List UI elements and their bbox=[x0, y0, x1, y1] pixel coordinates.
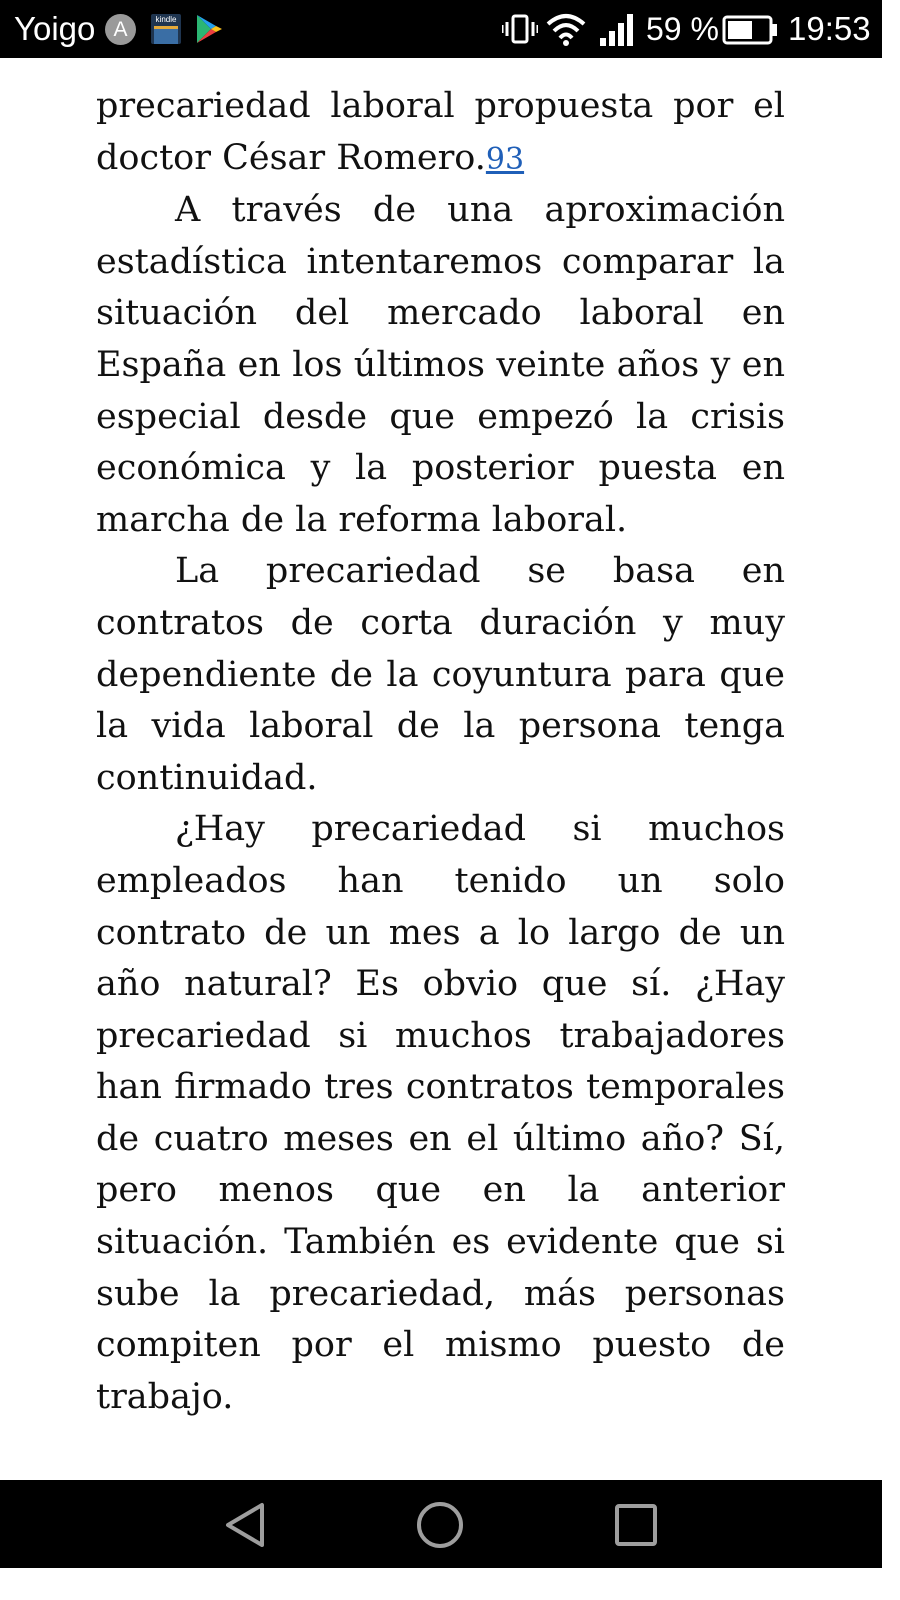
paragraph-1 bbox=[96, 81, 785, 185]
carrier-name: Yoigo bbox=[14, 10, 96, 47]
kindle-app-icon bbox=[151, 14, 181, 44]
signal-icon bbox=[598, 12, 638, 46]
navigation-bar bbox=[0, 1480, 882, 1568]
clock: 19:53 bbox=[788, 10, 871, 47]
paragraph-2: A través de una aproximación estadística intentaremos comparar la situación del mercado laboral en España en los últimos veinte años y en especial desde que empezó la crisis económica y la posterior puesta en marcha de la reforma laboral. bbox=[96, 190, 785, 540]
paragraph-3: La precariedad se basa en contratos de corta duración y muy dependiente de la coyuntura para que la vida laboral de la persona tenga continuidad. bbox=[96, 551, 785, 798]
back-triangle-icon[interactable] bbox=[222, 1500, 272, 1550]
book-page[interactable] bbox=[96, 81, 785, 1423]
battery-percent: 59 % bbox=[646, 11, 719, 47]
paragraph-4: ¿Hay precariedad si muchos empleados han tenido un solo contrato de un mes a lo largo de un año natural? Es obvio que sí. ¿Hay precariedad si muchos trabajadores han firmado tres contratos temporales de cuatro meses en el último año? Sí, pero menos que en la anterior situación. También es evidente que si sube la precariedad, más personas compiten por el mismo puesto de trabajo. bbox=[96, 809, 785, 1417]
recents-square-icon[interactable] bbox=[611, 1500, 661, 1550]
home-circle-icon[interactable] bbox=[415, 1500, 465, 1550]
paragraph-1-text: precariedad laboral propuesta por el doctor César Romero. bbox=[96, 86, 785, 178]
play-store-icon bbox=[195, 14, 223, 44]
battery-icon bbox=[722, 15, 778, 45]
vibrate-icon bbox=[502, 14, 538, 44]
avatar-icon: A bbox=[105, 14, 136, 45]
status-bar bbox=[0, 0, 882, 58]
wifi-icon bbox=[546, 12, 586, 46]
kindle-label: kindle bbox=[155, 15, 177, 24]
footnote-link[interactable]: 93 bbox=[485, 141, 525, 177]
